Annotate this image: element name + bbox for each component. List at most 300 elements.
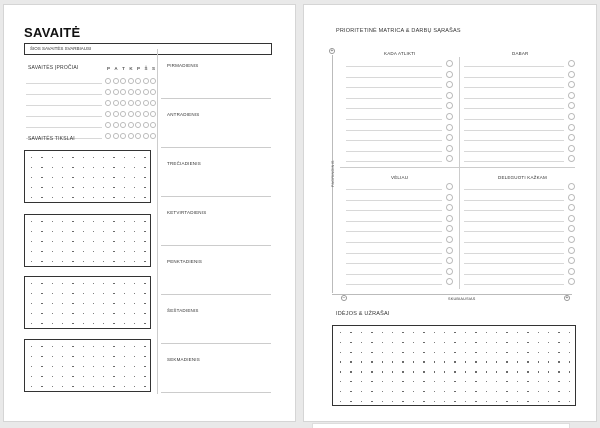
task-line[interactable] [464, 119, 564, 120]
task-checkbox[interactable] [446, 134, 453, 141]
grid-dot [31, 313, 32, 314]
habit-checkbox[interactable] [120, 111, 126, 117]
goal-dot-grid[interactable] [24, 339, 151, 392]
habit-checkbox[interactable] [143, 122, 149, 128]
habit-checkbox[interactable] [150, 78, 156, 84]
grid-dot [548, 371, 549, 372]
page-title: SAVAITĖ [24, 25, 81, 40]
grid-dot [52, 356, 53, 357]
task-checkbox[interactable] [568, 257, 575, 264]
task-line[interactable] [346, 161, 442, 162]
grid-dot [527, 391, 528, 392]
task-checkbox[interactable] [446, 102, 453, 109]
grid-dot [434, 401, 435, 402]
grid-dot [124, 251, 125, 252]
grid-dot [103, 187, 104, 188]
grid-dot [113, 376, 114, 377]
grid-dot [144, 231, 145, 232]
task-checkbox[interactable] [446, 113, 453, 120]
task-line[interactable] [346, 274, 442, 275]
grid-dot [103, 251, 104, 252]
task-line[interactable] [464, 77, 564, 78]
task-line[interactable] [464, 210, 564, 211]
habit-checkbox[interactable] [135, 111, 141, 117]
day-separator [161, 245, 271, 246]
habit-checkbox[interactable] [150, 122, 156, 128]
grid-dot [124, 157, 125, 158]
grid-dot [402, 342, 403, 343]
grid-dot [41, 177, 42, 178]
grid-dot [41, 366, 42, 367]
grid-dot [124, 366, 125, 367]
task-line[interactable] [464, 98, 564, 99]
page-tab [312, 423, 570, 428]
grid-dot [548, 391, 549, 392]
grid-dot [113, 283, 114, 284]
task-line[interactable] [346, 140, 442, 141]
grid-dot [371, 391, 372, 392]
grid-dot [103, 167, 104, 168]
grid-dot [103, 221, 104, 222]
grid-dot [569, 361, 570, 362]
grid-dot [113, 167, 114, 168]
habit-checkbox[interactable] [105, 111, 111, 117]
habit-checkbox[interactable] [113, 122, 119, 128]
grid-dot [113, 241, 114, 242]
grid-dot [124, 356, 125, 357]
task-checkbox[interactable] [446, 81, 453, 88]
grid-dot [124, 313, 125, 314]
grid-dot [465, 332, 466, 333]
grid-dot [527, 401, 528, 402]
task-line[interactable] [346, 189, 442, 190]
task-checkbox[interactable] [568, 215, 575, 222]
task-line[interactable] [346, 284, 442, 285]
grid-dot [113, 313, 114, 314]
habit-checkbox[interactable] [150, 111, 156, 117]
task-line[interactable] [464, 221, 564, 222]
grid-dot [350, 391, 351, 392]
task-line[interactable] [346, 242, 442, 243]
task-line[interactable] [464, 161, 564, 162]
grid-dot [52, 177, 53, 178]
task-checkbox[interactable] [446, 71, 453, 78]
task-line[interactable] [464, 253, 564, 254]
habit-checkbox[interactable] [120, 89, 126, 95]
habit-checkbox[interactable] [143, 133, 149, 139]
grid-dot [113, 366, 114, 367]
habit-checkbox[interactable] [105, 133, 111, 139]
task-line[interactable] [346, 253, 442, 254]
habit-day-letter: A [114, 66, 118, 71]
task-checkbox[interactable] [568, 71, 575, 78]
habit-checkbox[interactable] [135, 100, 141, 106]
task-checkbox[interactable] [568, 113, 575, 120]
grid-dot [434, 361, 435, 362]
grid-dot [144, 323, 145, 324]
grid-dot [41, 197, 42, 198]
habit-day-letter: K [129, 66, 133, 71]
goal-dot-grid[interactable] [24, 276, 151, 329]
task-checkbox[interactable] [568, 183, 575, 190]
grid-dot [41, 167, 42, 168]
habit-checkbox[interactable] [105, 78, 111, 84]
grid-dot [475, 381, 476, 382]
grid-dot [569, 371, 570, 372]
grid-dot [382, 371, 383, 372]
grid-dot [124, 293, 125, 294]
grid-dot [93, 376, 94, 377]
grid-dot [72, 346, 73, 347]
grid-dot [527, 352, 528, 353]
task-line[interactable] [346, 263, 442, 264]
task-line[interactable] [464, 87, 564, 88]
right-page [303, 4, 597, 422]
grid-dot [72, 197, 73, 198]
habit-checkbox[interactable] [105, 89, 111, 95]
grid-dot [423, 361, 424, 362]
grid-dot [113, 356, 114, 357]
grid-dot [134, 197, 135, 198]
grid-dot [569, 401, 570, 402]
grid-dot [72, 177, 73, 178]
grid-dot [527, 332, 528, 333]
grid-dot [558, 361, 559, 362]
grid-dot [382, 342, 383, 343]
grid-dot [454, 391, 455, 392]
habit-checkbox[interactable] [105, 122, 111, 128]
habit-checkbox[interactable] [150, 133, 156, 139]
task-line[interactable] [464, 66, 564, 67]
task-checkbox[interactable] [568, 124, 575, 131]
grid-dot [444, 381, 445, 382]
task-line[interactable] [464, 140, 564, 141]
grid-dot [83, 313, 84, 314]
habit-day-letter: P [136, 66, 140, 71]
grid-dot [124, 197, 125, 198]
grid-dot [72, 303, 73, 304]
habit-checkbox[interactable] [128, 122, 134, 128]
task-line[interactable] [346, 87, 442, 88]
task-checkbox[interactable] [446, 225, 453, 232]
task-line[interactable] [346, 151, 442, 152]
habit-checkbox[interactable] [128, 89, 134, 95]
day-label: SEKMADIENIS [167, 357, 200, 362]
habit-checkbox[interactable] [128, 100, 134, 106]
grid-dot [361, 342, 362, 343]
grid-dot [361, 391, 362, 392]
grid-dot [52, 346, 53, 347]
grid-dot [496, 361, 497, 362]
habit-checkbox[interactable] [135, 89, 141, 95]
grid-dot [558, 342, 559, 343]
grid-dot [41, 303, 42, 304]
task-line[interactable] [464, 108, 564, 109]
grid-dot [134, 356, 135, 357]
quadrant-now-label: DABAR [512, 51, 529, 56]
grid-dot [350, 371, 351, 372]
grid-dot [402, 371, 403, 372]
grid-dot [465, 371, 466, 372]
task-checkbox[interactable] [446, 92, 453, 99]
habit-day-letter: P [106, 66, 110, 71]
habit-checkbox[interactable] [120, 78, 126, 84]
task-checkbox[interactable] [446, 145, 453, 152]
grid-dot [569, 332, 570, 333]
grid-dot [113, 346, 114, 347]
habit-checkbox[interactable] [120, 100, 126, 106]
grid-dot [134, 293, 135, 294]
grid-dot [93, 313, 94, 314]
grid-dot [93, 177, 94, 178]
task-checkbox[interactable] [568, 155, 575, 162]
grid-dot [52, 376, 53, 377]
task-checkbox[interactable] [446, 268, 453, 275]
grid-dot [402, 361, 403, 362]
grid-dot [444, 371, 445, 372]
grid-dot [93, 251, 94, 252]
grid-dot [454, 371, 455, 372]
task-checkbox[interactable] [446, 278, 453, 285]
habit-checkbox[interactable] [113, 100, 119, 106]
grid-dot [382, 352, 383, 353]
habit-line[interactable] [26, 94, 102, 95]
grid-dot [144, 157, 145, 158]
habit-checkbox[interactable] [128, 111, 134, 117]
day-label: ŠEŠTADIENIS [167, 308, 199, 313]
grid-dot [83, 187, 84, 188]
grid-dot [350, 342, 351, 343]
notes-dot-grid[interactable] [332, 325, 576, 406]
grid-dot [548, 342, 549, 343]
grid-dot [124, 386, 125, 387]
grid-dot [31, 157, 32, 158]
grid-dot [134, 323, 135, 324]
grid-dot [350, 361, 351, 362]
grid-dot [83, 231, 84, 232]
task-line[interactable] [346, 210, 442, 211]
task-checkbox[interactable] [446, 204, 453, 211]
habit-checkbox[interactable] [135, 78, 141, 84]
task-checkbox[interactable] [446, 60, 453, 67]
grid-dot [62, 221, 63, 222]
habit-checkbox[interactable] [150, 100, 156, 106]
grid-dot [350, 381, 351, 382]
weekly-focus-field[interactable] [24, 43, 272, 55]
task-line[interactable] [346, 66, 442, 67]
task-line[interactable] [464, 284, 564, 285]
task-checkbox[interactable] [568, 194, 575, 201]
habit-line[interactable] [26, 83, 102, 84]
habit-checkbox[interactable] [150, 89, 156, 95]
grid-dot [113, 261, 114, 262]
habit-checkbox[interactable] [128, 78, 134, 84]
grid-dot [517, 381, 518, 382]
grid-dot [83, 197, 84, 198]
task-line[interactable] [346, 130, 442, 131]
task-checkbox[interactable] [446, 236, 453, 243]
grid-dot [103, 346, 104, 347]
grid-dot [444, 342, 445, 343]
habit-line[interactable] [26, 116, 102, 117]
grid-dot [496, 371, 497, 372]
task-checkbox[interactable] [568, 225, 575, 232]
grid-dot [382, 391, 383, 392]
habit-checkbox[interactable] [120, 133, 126, 139]
task-line[interactable] [346, 98, 442, 99]
grid-dot [134, 167, 135, 168]
grid-dot [31, 283, 32, 284]
task-line[interactable] [464, 189, 564, 190]
task-checkbox[interactable] [568, 204, 575, 211]
task-checkbox[interactable] [446, 257, 453, 264]
habit-checkbox[interactable] [113, 133, 119, 139]
task-checkbox[interactable] [568, 60, 575, 67]
task-checkbox[interactable] [568, 247, 575, 254]
task-checkbox[interactable] [568, 81, 575, 88]
goal-dot-grid[interactable] [24, 150, 151, 203]
task-line[interactable] [464, 200, 564, 201]
task-line[interactable] [464, 242, 564, 243]
grid-dot [496, 391, 497, 392]
habit-checkbox[interactable] [105, 100, 111, 106]
task-checkbox[interactable] [446, 183, 453, 190]
task-line[interactable] [346, 77, 442, 78]
grid-dot [496, 352, 497, 353]
grid-dot [41, 241, 42, 242]
task-line[interactable] [464, 263, 564, 264]
task-checkbox[interactable] [568, 102, 575, 109]
grid-dot [41, 251, 42, 252]
grid-dot [103, 366, 104, 367]
task-checkbox[interactable] [568, 92, 575, 99]
task-checkbox[interactable] [568, 134, 575, 141]
task-checkbox[interactable] [446, 155, 453, 162]
habit-checkbox[interactable] [143, 111, 149, 117]
grid-dot [52, 386, 53, 387]
grid-dot [144, 356, 145, 357]
habit-checkbox[interactable] [113, 78, 119, 84]
grid-dot [41, 231, 42, 232]
grid-dot [41, 221, 42, 222]
grid-dot [41, 356, 42, 357]
grid-dot [134, 261, 135, 262]
habit-checkbox[interactable] [135, 122, 141, 128]
grid-dot [31, 231, 32, 232]
grid-dot [62, 197, 63, 198]
grid-dot [371, 381, 372, 382]
habit-checkbox[interactable] [143, 100, 149, 106]
habit-checkbox[interactable] [128, 133, 134, 139]
grid-dot [382, 381, 383, 382]
grid-dot [83, 346, 84, 347]
task-checkbox[interactable] [568, 268, 575, 275]
grid-dot [62, 366, 63, 367]
task-line[interactable] [464, 274, 564, 275]
grid-dot [113, 323, 114, 324]
grid-dot [62, 323, 63, 324]
grid-dot [113, 386, 114, 387]
grid-dot [434, 371, 435, 372]
task-checkbox[interactable] [446, 215, 453, 222]
grid-dot [134, 187, 135, 188]
grid-dot [538, 401, 539, 402]
grid-dot [124, 261, 125, 262]
habit-checkbox[interactable] [113, 89, 119, 95]
grid-dot [371, 401, 372, 402]
habit-line[interactable] [26, 127, 102, 128]
task-line[interactable] [346, 108, 442, 109]
plus-icon: + [565, 295, 569, 301]
grid-dot [103, 261, 104, 262]
grid-dot [62, 167, 63, 168]
grid-dot [72, 366, 73, 367]
task-checkbox[interactable] [446, 124, 453, 131]
habit-checkbox[interactable] [143, 89, 149, 95]
habit-checkbox[interactable] [135, 133, 141, 139]
grid-dot [569, 352, 570, 353]
habit-checkbox[interactable] [113, 111, 119, 117]
grid-dot [83, 323, 84, 324]
task-line[interactable] [464, 151, 564, 152]
grid-dot [558, 371, 559, 372]
grid-dot [72, 167, 73, 168]
grid-dot [134, 221, 135, 222]
grid-dot [465, 361, 466, 362]
task-checkbox[interactable] [568, 236, 575, 243]
x-axis-line [332, 294, 572, 295]
grid-dot [103, 313, 104, 314]
task-checkbox[interactable] [446, 194, 453, 201]
task-line[interactable] [346, 119, 442, 120]
grid-dot [62, 261, 63, 262]
grid-dot [144, 261, 145, 262]
habit-checkbox[interactable] [120, 122, 126, 128]
task-checkbox[interactable] [568, 278, 575, 285]
grid-dot [93, 231, 94, 232]
grid-dot [113, 293, 114, 294]
task-line[interactable] [346, 200, 442, 201]
grid-dot [392, 381, 393, 382]
task-line[interactable] [346, 221, 442, 222]
task-line[interactable] [464, 130, 564, 131]
grid-dot [31, 293, 32, 294]
habits-label: SAVAITĖS ĮPROČIAI [28, 65, 79, 71]
grid-dot [434, 352, 435, 353]
task-line[interactable] [464, 231, 564, 232]
quadrant-h-divider [340, 167, 575, 168]
habit-line[interactable] [26, 105, 102, 106]
habit-checkbox[interactable] [143, 78, 149, 84]
grid-dot [93, 241, 94, 242]
grid-dot [371, 332, 372, 333]
goals-label: SAVAITĖS TIKSLAI [28, 136, 75, 142]
grid-dot [444, 361, 445, 362]
grid-dot [41, 313, 42, 314]
grid-dot [475, 371, 476, 372]
left-page [3, 4, 296, 422]
goal-dot-grid[interactable] [24, 214, 151, 267]
grid-dot [124, 187, 125, 188]
grid-dot [93, 293, 94, 294]
task-checkbox[interactable] [568, 145, 575, 152]
task-line[interactable] [346, 231, 442, 232]
day-separator [161, 147, 271, 148]
task-checkbox[interactable] [446, 247, 453, 254]
grid-dot [41, 293, 42, 294]
grid-dot [93, 221, 94, 222]
grid-dot [558, 381, 559, 382]
